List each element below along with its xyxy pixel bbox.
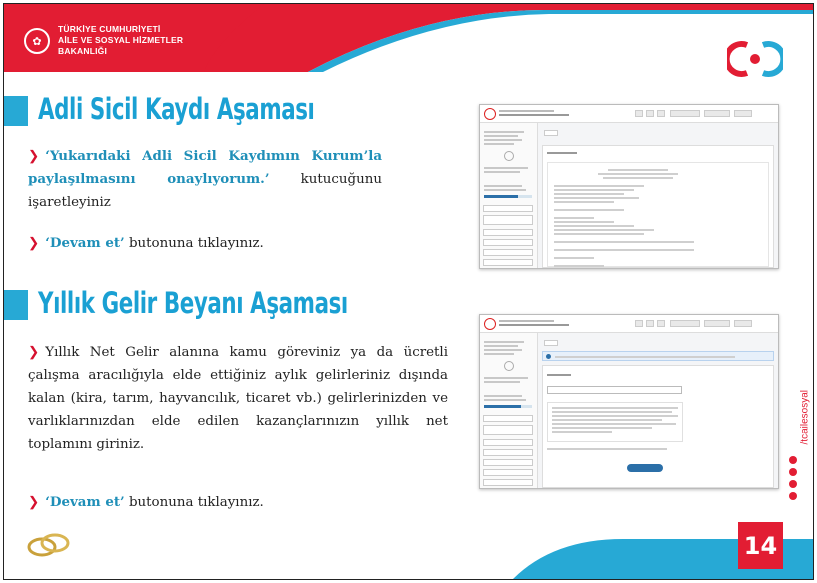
ministry-line-2: AİLE VE SOSYAL HİZMETLER [58,35,184,45]
section1-devam-et: ‘Devam et’ [45,235,125,251]
social-handle: /tcailesosyal [799,390,810,445]
ministry-name [58,24,183,57]
section2-devam-et: ‘Devam et’ [45,494,125,510]
mini-logo-icon [484,318,496,330]
section2-marker [4,290,28,320]
section2-para1-text: Yıllık Net Gelir alanına kamu göreviniz ya da ücretli çalışma aracılığıyla elde ettiğiniz aylık gelirleriniz dışında kalan (kira, tarım, hayvancılık, ticaret vb.) gelirlerinizden ve varlıklarınızdan elde edilen kazançlarınızın yıllık net toplamını giriniz. [28,345,448,452]
ministry-line-1: TÜRKİYE CUMHURİYETİ [58,24,161,34]
mini-logo-icon [484,108,496,120]
youtube-icon [789,468,797,476]
wedding-rings-icon [26,529,72,559]
section1-paragraph1 [28,145,382,214]
ministry-line-3: BAKANLIĞI [58,46,108,56]
bullet-arrow-icon: ❯ [28,345,40,360]
section1-marker [4,96,28,126]
facebook-icon [789,492,797,500]
section1-para2-rest: butonuna tıklayınız. [124,236,264,251]
screenshot-gelir-beyani [479,314,779,489]
document-page [3,3,814,580]
section2-title: Yıllık Gelir Beyanı Aşaması [38,286,348,320]
bullet-arrow-icon: ❯ [28,495,40,510]
screenshot-adli-sicil [479,104,779,269]
header [4,4,813,72]
brand-logo-icon [727,39,783,79]
instagram-icon [789,456,797,464]
ministry-logo-icon: ✿ [24,28,50,54]
section1-title: Adli Sicil Kaydı Aşaması [38,92,315,126]
section1-para1-rest: kutucuğunu işaretleyiniz [28,172,382,210]
page-number: 14 [738,522,783,569]
section2-paragraph2 [28,491,448,514]
twitter-icon [789,480,797,488]
section2-para2-rest: butonuna tıklayınız. [124,495,264,510]
bullet-arrow-icon: ❯ [28,149,40,164]
section1-paragraph2 [28,232,382,255]
bullet-arrow-icon: ❯ [28,236,40,251]
section2-paragraph1 [28,341,448,456]
section1-quote: ‘Yukarıdaki Adli Sicil Kaydımın Kurum’la paylaşılmasını onaylıyorum.’ [28,148,382,187]
